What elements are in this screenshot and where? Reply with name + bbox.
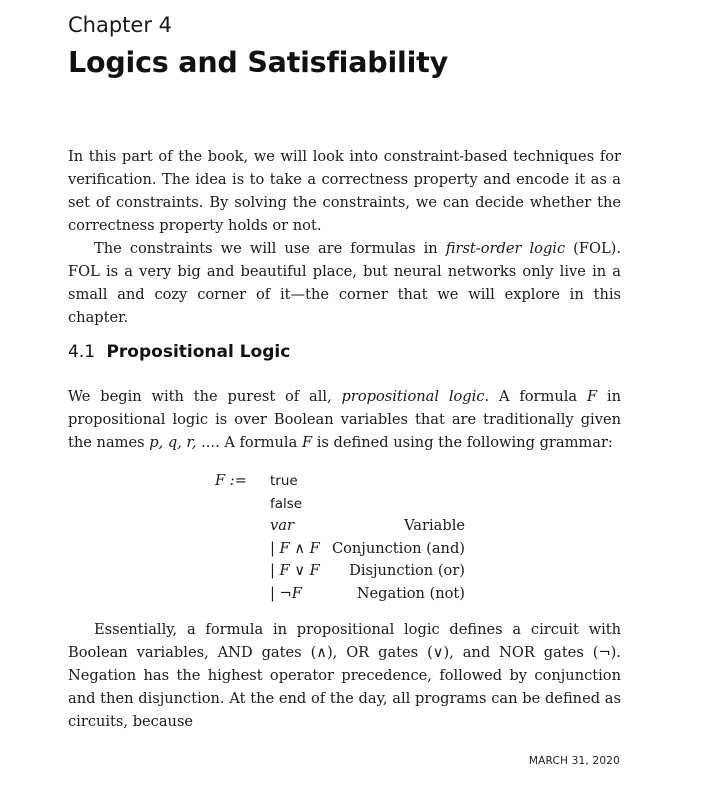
grammar-row xyxy=(215,515,475,538)
grammar-rule: | ¬F xyxy=(270,584,302,602)
closing-section xyxy=(68,618,621,733)
intro-p2-text-a: The constraints we will use are formulas in xyxy=(94,240,446,257)
propositional-logic-term: propositional logic xyxy=(341,388,485,405)
closing-paragraph: Essentially, a formula in propositional logic defines a circuit with Boolean variables, AND gates (∧), OR gates (∨), and NOR gates (¬). Negation has the highest operator precedence, followed by conjunction and then disjunction. At the end of the day, all programs can be defined as circuits, because xyxy=(68,621,621,730)
section-paragraph xyxy=(68,385,621,454)
fol-term: first-order logic xyxy=(445,240,566,257)
grammar-block xyxy=(215,470,475,605)
grammar-row xyxy=(215,560,475,583)
grammar-row xyxy=(215,493,475,516)
section-p-text-b: . A formula xyxy=(484,388,587,405)
section-p-text-a: We begin with the purest of all, xyxy=(68,388,342,405)
intro-section xyxy=(68,145,621,329)
grammar-row xyxy=(215,470,475,493)
chapter-label: Chapter 4 xyxy=(68,13,172,37)
grammar-rule: false xyxy=(270,495,303,512)
grammar-row xyxy=(215,538,475,561)
section-p-text-e: is defined using the following grammar: xyxy=(312,434,613,451)
section-p-text-d: . A formula xyxy=(215,434,302,451)
formula-symbol: F xyxy=(586,388,598,405)
grammar-lhs: F := xyxy=(215,472,247,489)
formula-symbol: F xyxy=(301,434,313,451)
grammar-rule: var xyxy=(270,517,294,534)
grammar-rule: | F ∧ F xyxy=(270,539,320,557)
chapter-title: Logics and Satisfiability xyxy=(68,46,448,79)
grammar-row xyxy=(215,583,475,606)
grammar-desc: Disjunction (or) xyxy=(349,562,465,579)
intro-paragraph-1: In this part of the book, we will look into constraint-based techniques for verification. The idea is to take a correctness property and encode it as a set of constraints. By solving the constraints, we can decide whether the correctness property holds or not. xyxy=(68,148,621,234)
variable-names: p, q, r, ... xyxy=(149,434,216,451)
grammar-desc: Conjunction (and) xyxy=(331,539,465,557)
grammar-desc: Variable xyxy=(404,517,465,534)
section-title: Propositional Logic xyxy=(106,342,291,362)
intro-p2-text-b: (FOL). FOL is a very big and beautiful place, but neural networks only live in a small and cozy corner of it—the corner that we will explore in this chapter. xyxy=(68,240,621,326)
section-heading xyxy=(68,342,290,362)
footer-date: MARCH 31, 2020 xyxy=(528,755,620,767)
grammar-rule: | F ∨ F xyxy=(270,562,320,579)
section-p-text-c: in propositional logic is over Boolean variables that are traditionally given the names xyxy=(68,388,621,451)
grammar-desc: Negation (not) xyxy=(356,584,465,602)
section-number: 4.1 xyxy=(68,342,96,362)
grammar-rule: true xyxy=(270,473,298,489)
intro-paragraph-2 xyxy=(68,237,621,329)
